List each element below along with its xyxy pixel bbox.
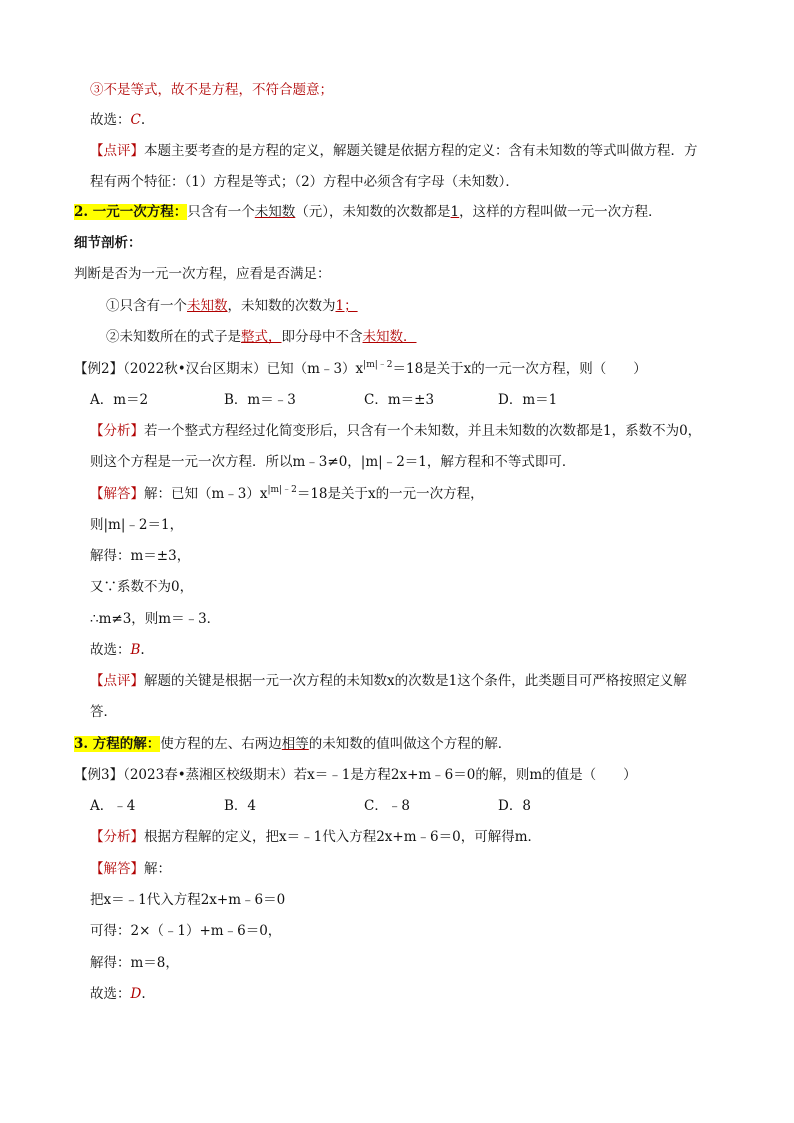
text: ，未知数的次数为	[227, 298, 336, 314]
ex2-choose	[90, 640, 145, 660]
text: 解：	[144, 861, 171, 877]
text: 的未知数的值叫做这个方程的解．	[308, 736, 512, 752]
text: 只含有一个	[187, 204, 255, 220]
ex2-step4: ∴m≠3，则m＝﹣3．	[90, 611, 221, 627]
text: （2023春•蒸湘区校级期末）若x＝﹣1是方程2x+m﹣6＝0的解，则m的值是（ ）	[123, 767, 637, 783]
text: ＝18是关于x的一元一次方程，	[296, 486, 484, 502]
section-3-heading	[74, 734, 511, 754]
ex3-step1: 把x＝﹣1代入方程2x+m﹣6＝0	[90, 892, 286, 908]
text: 解：已知（m﹣3）x	[144, 486, 268, 502]
period: .	[141, 986, 146, 1002]
comment-text: 本题主要考查的是方程的定义，解题关键是依据方程的定义：含有未知数的等式叫做方程．方	[144, 143, 698, 159]
ex2-step3: 又∵系数不为0，	[90, 579, 194, 595]
comment-tag: 【点评】	[90, 673, 144, 689]
ex2-solution-line1	[90, 484, 484, 504]
ex2-option-c: C．m＝±3	[364, 392, 435, 408]
text: ②未知数所在的式子是	[106, 329, 241, 345]
ex3-option-b: B．4	[224, 798, 257, 814]
analysis-text: 若一个整式方程经过化简变形后，只含有一个未知数，并且未知数的次数都是1，系数不为0，	[144, 423, 702, 439]
solution-tag: 【解答】	[90, 486, 144, 502]
exponent: |m|﹣2	[267, 485, 297, 495]
ex2-comment-line2: 答．	[90, 704, 117, 720]
underlined-term: 整式，	[241, 329, 282, 345]
ex3-option-d: D．8	[498, 798, 531, 814]
ex3-step2: 可得：2×（﹣1）+m﹣6＝0，	[90, 923, 282, 939]
example-tag: 【例2】	[74, 361, 124, 377]
example-2-stem	[74, 359, 647, 379]
ex3-option-c: C．﹣8	[364, 798, 410, 814]
underlined-term: 未知数	[187, 298, 228, 314]
condition-2	[106, 327, 417, 347]
ex2-option-a: A．m＝2	[90, 392, 149, 408]
text: 即分母中不含	[281, 329, 363, 345]
section-3-title: 3. 方程的解：	[74, 736, 161, 752]
answer-letter: D	[130, 986, 142, 1002]
ex3-choose	[90, 984, 146, 1004]
detail-title: 细节剖析：	[74, 235, 142, 251]
text: 使方程的左、右两边	[160, 736, 282, 752]
analysis-text: 根据方程解的定义，把x＝﹣1代入方程2x+m﹣6＝0，可解得m．	[144, 829, 541, 845]
example-3-stem	[74, 765, 637, 785]
underlined-term: 1；	[335, 298, 358, 314]
choose-label: 故选：	[90, 112, 131, 128]
underlined-term: 未知数．	[362, 329, 417, 345]
answer-letter: B	[130, 642, 141, 658]
underlined-term: 相等	[281, 736, 309, 752]
answer-letter: C	[130, 112, 141, 128]
comment-text: 解题的关键是根据一元一次方程的未知数x的次数是1这个条件，此类题目可严格按照定义解	[144, 673, 687, 689]
section-2-heading	[74, 202, 662, 222]
ex2-analysis-line2: 则这个方程是一元一次方程．所以m﹣3≠0，|m|﹣2＝1，解方程和不等式即可．	[90, 454, 576, 470]
analysis-tag: 【分析】	[90, 423, 144, 439]
item3-text: ③不是等式，故不是方程，不符合题意；	[90, 82, 333, 98]
ex2-analysis-line1	[90, 421, 701, 441]
section-2-title: 2. 一元一次方程：	[74, 204, 188, 220]
text: （2022秋•汉台区期末）已知（m﹣3）x	[123, 361, 364, 377]
text: ＝18是关于x的一元一次方程，则（ ）	[392, 361, 647, 377]
exponent: |m|﹣2	[363, 360, 393, 370]
underlined-term: 1	[450, 204, 460, 220]
condition-1	[106, 296, 358, 316]
period: .	[140, 112, 146, 128]
ex3-analysis	[90, 827, 541, 847]
solution-tag: 【解答】	[90, 861, 144, 877]
period: .	[140, 642, 145, 658]
text: （元），未知数的次数都是	[295, 204, 451, 220]
analysis-tag: 【分析】	[90, 829, 144, 845]
ex3-solution	[90, 859, 171, 879]
choose-label: 故选：	[90, 642, 131, 658]
choose-label: 故选：	[90, 986, 131, 1002]
text: ，这样的方程叫做一元一次方程．	[459, 204, 662, 220]
ex2-option-d: D．m＝1	[498, 392, 558, 408]
ex3-step3: 解得：m＝8，	[90, 955, 179, 971]
ex2-comment-line1	[90, 671, 687, 691]
ex2-step2: 解得：m＝±3，	[90, 548, 191, 564]
ex2-step1: 则|m|﹣2＝1，	[90, 517, 184, 533]
ex1-comment-line2: 程有两个特征：（1）方程是等式；（2）方程中必须含有字母（未知数）．	[90, 174, 519, 190]
comment-tag: 【点评】	[90, 143, 144, 159]
detail-intro: 判断是否为一元一次方程，应看是否满足：	[74, 266, 331, 282]
ex3-option-a: A．﹣4	[90, 798, 136, 814]
ex2-option-b: B．m＝﹣3	[224, 392, 296, 408]
ex1-choose	[90, 110, 145, 130]
text: ①只含有一个	[106, 298, 187, 314]
ex1-comment-line1	[90, 141, 698, 161]
underlined-term: 未知数	[254, 204, 296, 220]
example-tag: 【例3】	[74, 767, 124, 783]
